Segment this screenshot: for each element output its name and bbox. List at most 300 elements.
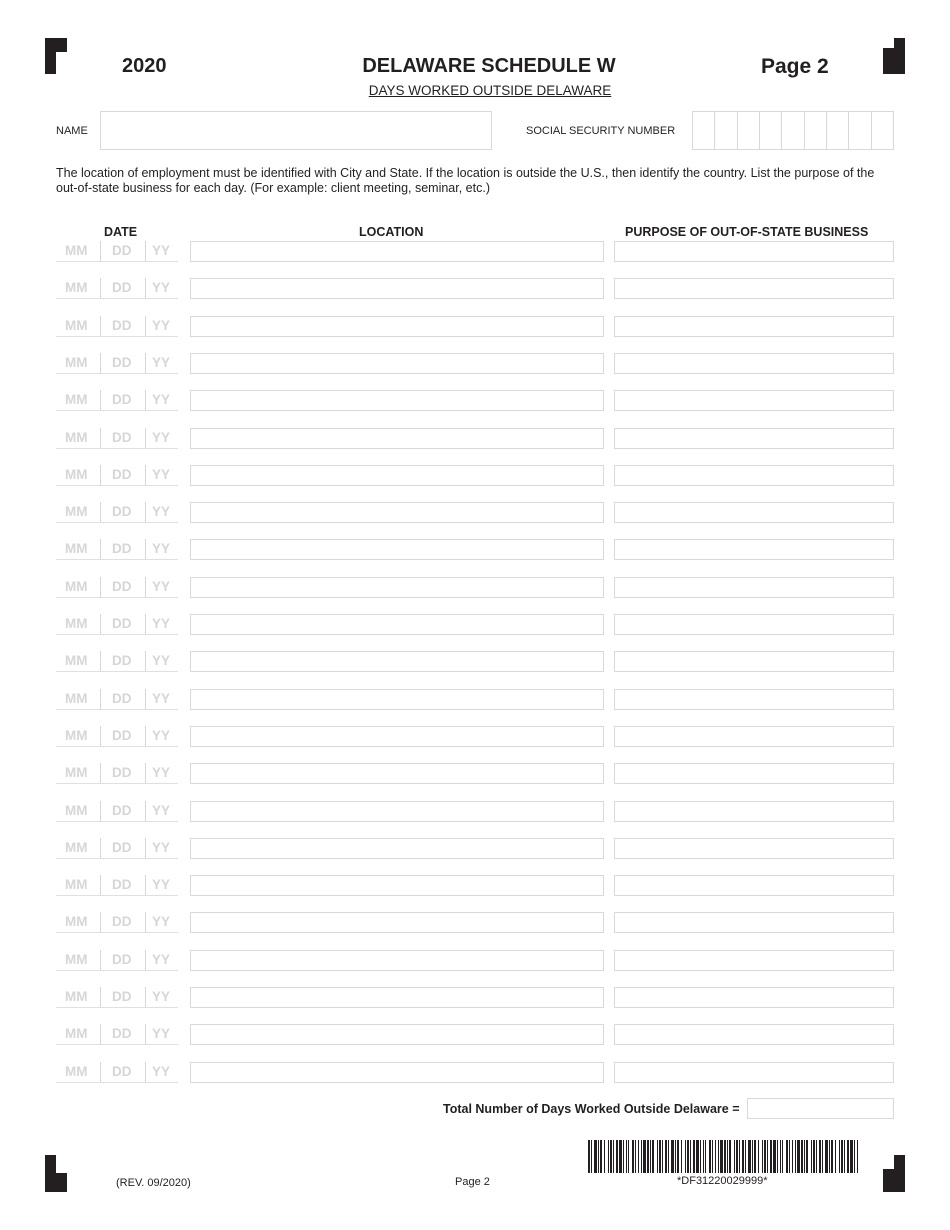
- name-label: NAME: [56, 125, 88, 137]
- location-field[interactable]: [190, 689, 604, 710]
- barcode-bar: [635, 1140, 636, 1173]
- date-separator: [145, 726, 146, 746]
- barcode-bar: [841, 1140, 843, 1173]
- date-month-placeholder: MM: [65, 989, 88, 1004]
- date-field[interactable]: [56, 838, 178, 859]
- entry-row: [0, 950, 950, 972]
- ssn-label: SOCIAL SECURITY NUMBER: [526, 125, 676, 137]
- purpose-field[interactable]: [614, 651, 894, 672]
- date-month-placeholder: MM: [65, 952, 88, 967]
- date-field[interactable]: [56, 428, 178, 449]
- footer-page-number: Page 2: [455, 1176, 490, 1188]
- date-year-placeholder: YY: [152, 541, 171, 556]
- ssn-digit-cell[interactable]: [827, 112, 849, 149]
- date-separator: [100, 278, 101, 298]
- barcode-bar: [762, 1140, 763, 1173]
- barcode-bar: [804, 1140, 805, 1173]
- date-separator: [100, 912, 101, 932]
- date-separator: [145, 502, 146, 522]
- entry-row: [0, 1062, 950, 1084]
- revision-label: (REV. 09/2020): [116, 1177, 191, 1189]
- entry-row: [0, 278, 950, 300]
- instructions-text: The location of employment must be identified with City and State. If the location is outside the U.S., then identify the country. List the purpose of the out-of-state business for each day. (For example: client meeting, seminar, etc.): [56, 166, 875, 195]
- barcode-bar: [742, 1140, 744, 1173]
- date-separator: [100, 1062, 101, 1082]
- date-year-placeholder: YY: [152, 803, 171, 818]
- date-year-placeholder: YY: [152, 765, 171, 780]
- barcode-bar: [795, 1140, 796, 1173]
- barcode-bar: [598, 1140, 599, 1173]
- date-field[interactable]: [56, 875, 178, 896]
- date-year-placeholder: YY: [152, 280, 171, 295]
- ssn-field[interactable]: [692, 111, 894, 150]
- barcode-bar: [591, 1140, 592, 1173]
- total-days-field[interactable]: [747, 1098, 894, 1119]
- barcode-bar: [687, 1140, 689, 1173]
- location-field[interactable]: [190, 838, 604, 859]
- date-month-placeholder: MM: [65, 691, 88, 706]
- purpose-field[interactable]: [614, 353, 894, 374]
- barcode-bar: [657, 1140, 658, 1173]
- purpose-field[interactable]: [614, 987, 894, 1008]
- purpose-field[interactable]: [614, 614, 894, 635]
- date-separator: [100, 539, 101, 559]
- date-separator: [145, 950, 146, 970]
- barcode-bar: [665, 1140, 667, 1173]
- barcode-bar: [600, 1140, 602, 1173]
- location-field[interactable]: [190, 763, 604, 784]
- date-day-placeholder: DD: [112, 840, 132, 855]
- registration-mark-cutout: [883, 38, 894, 48]
- date-separator: [145, 428, 146, 448]
- date-separator: [145, 539, 146, 559]
- date-year-placeholder: YY: [152, 392, 171, 407]
- date-separator: [145, 577, 146, 597]
- date-field[interactable]: [56, 726, 178, 747]
- barcode-bar: [712, 1140, 713, 1173]
- barcode-bar: [786, 1140, 788, 1173]
- purpose-field[interactable]: [614, 577, 894, 598]
- entry-row: [0, 465, 950, 487]
- entry-row: [0, 987, 950, 1009]
- date-separator: [145, 278, 146, 298]
- date-month-placeholder: MM: [65, 579, 88, 594]
- entry-row: [0, 726, 950, 748]
- date-month-placeholder: MM: [65, 430, 88, 445]
- location-field[interactable]: [190, 241, 604, 262]
- date-separator: [100, 502, 101, 522]
- location-field[interactable]: [190, 1062, 604, 1083]
- registration-mark-cutout: [56, 1155, 67, 1173]
- barcode-bar: [641, 1140, 642, 1173]
- date-year-placeholder: YY: [152, 653, 171, 668]
- barcode-bar: [662, 1140, 663, 1173]
- barcode-bar: [650, 1140, 651, 1173]
- date-separator: [100, 316, 101, 336]
- entry-row: [0, 801, 950, 823]
- date-month-placeholder: MM: [65, 504, 88, 519]
- location-field[interactable]: [190, 987, 604, 1008]
- date-month-placeholder: MM: [65, 1026, 88, 1041]
- date-year-placeholder: YY: [152, 952, 171, 967]
- date-separator: [145, 241, 146, 261]
- barcode-bar: [822, 1140, 823, 1173]
- date-field[interactable]: [56, 1024, 178, 1045]
- barcode-bar: [638, 1140, 639, 1173]
- purpose-column-header: PURPOSE OF OUT-OF-STATE BUSINESS: [625, 225, 869, 239]
- date-month-placeholder: MM: [65, 392, 88, 407]
- barcode-bar: [720, 1140, 723, 1173]
- barcode-bar: [748, 1140, 751, 1173]
- date-separator: [100, 838, 101, 858]
- location-field[interactable]: [190, 428, 604, 449]
- date-year-placeholder: YY: [152, 318, 171, 333]
- date-field[interactable]: [56, 614, 178, 635]
- date-column-header: DATE: [104, 225, 138, 239]
- date-separator: [145, 614, 146, 634]
- date-month-placeholder: MM: [65, 803, 88, 818]
- barcode-bar: [754, 1140, 756, 1173]
- location-field[interactable]: [190, 875, 604, 896]
- date-year-placeholder: YY: [152, 504, 171, 519]
- date-month-placeholder: MM: [65, 467, 88, 482]
- date-field[interactable]: [56, 241, 178, 262]
- date-separator: [100, 428, 101, 448]
- date-separator: [100, 241, 101, 261]
- date-day-placeholder: DD: [112, 579, 132, 594]
- date-separator: [145, 763, 146, 783]
- barcode-bar: [745, 1140, 746, 1173]
- location-field[interactable]: [190, 912, 604, 933]
- location-field[interactable]: [190, 539, 604, 560]
- barcode-bar: [780, 1140, 781, 1173]
- barcode-bar: [604, 1140, 605, 1173]
- date-year-placeholder: YY: [152, 430, 171, 445]
- date-day-placeholder: DD: [112, 728, 132, 743]
- barcode-bar: [677, 1140, 679, 1173]
- barcode-bar: [628, 1140, 629, 1173]
- location-field[interactable]: [190, 390, 604, 411]
- entry-row: [0, 316, 950, 338]
- barcode-bar: [613, 1140, 614, 1173]
- purpose-field[interactable]: [614, 316, 894, 337]
- date-field[interactable]: [56, 278, 178, 299]
- date-separator: [100, 353, 101, 373]
- barcode-bar: [847, 1140, 849, 1173]
- date-separator: [100, 987, 101, 1007]
- date-separator: [145, 1062, 146, 1082]
- date-month-placeholder: MM: [65, 765, 88, 780]
- date-separator: [145, 353, 146, 373]
- entry-row: [0, 428, 950, 450]
- barcode-bar: [752, 1140, 753, 1173]
- barcode-bar: [839, 1140, 840, 1173]
- barcode-bar: [729, 1140, 731, 1173]
- location-column-header: LOCATION: [359, 225, 424, 239]
- barcode-bar: [705, 1140, 706, 1173]
- barcode-bar: [659, 1140, 661, 1173]
- date-month-placeholder: MM: [65, 1064, 88, 1079]
- location-field[interactable]: [190, 651, 604, 672]
- date-field[interactable]: [56, 577, 178, 598]
- date-separator: [100, 726, 101, 746]
- location-field[interactable]: [190, 353, 604, 374]
- barcode-bar: [854, 1140, 855, 1173]
- location-field[interactable]: [190, 278, 604, 299]
- ssn-digit-cell[interactable]: [738, 112, 760, 149]
- date-day-placeholder: DD: [112, 280, 132, 295]
- date-field[interactable]: [56, 801, 178, 822]
- date-day-placeholder: DD: [112, 1026, 132, 1041]
- purpose-field[interactable]: [614, 278, 894, 299]
- barcode-bar: [811, 1140, 812, 1173]
- location-field[interactable]: [190, 614, 604, 635]
- barcode-bar: [835, 1140, 836, 1173]
- date-day-placeholder: DD: [112, 765, 132, 780]
- barcode-bar: [668, 1140, 669, 1173]
- ssn-digit-cell[interactable]: [872, 112, 893, 149]
- date-separator: [100, 614, 101, 634]
- date-field[interactable]: [56, 950, 178, 971]
- date-year-placeholder: YY: [152, 1064, 171, 1079]
- location-field[interactable]: [190, 801, 604, 822]
- barcode-bar: [675, 1140, 676, 1173]
- barcode-bar: [816, 1140, 817, 1173]
- date-day-placeholder: DD: [112, 989, 132, 1004]
- date-month-placeholder: MM: [65, 541, 88, 556]
- barcode-bar: [700, 1140, 701, 1173]
- barcode-bar: [616, 1140, 618, 1173]
- purpose-field[interactable]: [614, 726, 894, 747]
- date-year-placeholder: YY: [152, 355, 171, 370]
- date-month-placeholder: MM: [65, 914, 88, 929]
- date-day-placeholder: DD: [112, 691, 132, 706]
- date-month-placeholder: MM: [65, 653, 88, 668]
- barcode-image: [588, 1140, 858, 1173]
- date-month-placeholder: MM: [65, 616, 88, 631]
- barcode-bar: [647, 1140, 649, 1173]
- barcode-bar: [734, 1140, 735, 1173]
- date-month-placeholder: MM: [65, 877, 88, 892]
- date-field[interactable]: [56, 689, 178, 710]
- barcode-bar: [727, 1140, 728, 1173]
- ssn-digit-cell[interactable]: [782, 112, 804, 149]
- date-separator: [145, 912, 146, 932]
- date-separator: [145, 875, 146, 895]
- barcode-bar: [632, 1140, 634, 1173]
- barcode-bar: [652, 1140, 654, 1173]
- date-month-placeholder: MM: [65, 318, 88, 333]
- date-separator: [145, 987, 146, 1007]
- date-separator: [145, 316, 146, 336]
- date-separator: [145, 390, 146, 410]
- location-field[interactable]: [190, 502, 604, 523]
- date-field[interactable]: [56, 1062, 178, 1083]
- barcode-bar: [594, 1140, 597, 1173]
- date-day-placeholder: DD: [112, 392, 132, 407]
- date-day-placeholder: DD: [112, 430, 132, 445]
- barcode-bar: [764, 1140, 766, 1173]
- ssn-digit-cell[interactable]: [693, 112, 715, 149]
- date-separator: [100, 689, 101, 709]
- entry-row: [0, 390, 950, 412]
- barcode-bar: [588, 1140, 590, 1173]
- location-field[interactable]: [190, 465, 604, 486]
- entry-row: [0, 1024, 950, 1046]
- purpose-field[interactable]: [614, 241, 894, 262]
- location-field[interactable]: [190, 726, 604, 747]
- purpose-field[interactable]: [614, 390, 894, 411]
- total-days-label: Total Number of Days Worked Outside Delaware =: [443, 1102, 740, 1116]
- date-field[interactable]: [56, 987, 178, 1008]
- date-year-placeholder: YY: [152, 728, 171, 743]
- location-field[interactable]: [190, 950, 604, 971]
- date-field[interactable]: [56, 316, 178, 337]
- date-field[interactable]: [56, 912, 178, 933]
- date-year-placeholder: YY: [152, 1026, 171, 1041]
- date-year-placeholder: YY: [152, 691, 171, 706]
- date-month-placeholder: MM: [65, 728, 88, 743]
- date-month-placeholder: MM: [65, 840, 88, 855]
- date-separator: [100, 390, 101, 410]
- date-field[interactable]: [56, 539, 178, 560]
- barcode-bar: [850, 1140, 853, 1173]
- purpose-field[interactable]: [614, 428, 894, 449]
- barcode-bar: [792, 1140, 793, 1173]
- date-separator: [100, 651, 101, 671]
- date-day-placeholder: DD: [112, 504, 132, 519]
- purpose-field[interactable]: [614, 912, 894, 933]
- date-field[interactable]: [56, 763, 178, 784]
- barcode-bar: [626, 1140, 627, 1173]
- date-day-placeholder: DD: [112, 616, 132, 631]
- date-field[interactable]: [56, 465, 178, 486]
- purpose-field[interactable]: [614, 1062, 894, 1083]
- entry-row: [0, 502, 950, 524]
- barcode-bar: [685, 1140, 686, 1173]
- entry-row: [0, 539, 950, 561]
- page-number: Page 2: [761, 55, 829, 78]
- entry-row: [0, 577, 950, 599]
- date-day-placeholder: DD: [112, 243, 132, 258]
- entry-row: [0, 651, 950, 673]
- purpose-field[interactable]: [614, 1024, 894, 1045]
- date-day-placeholder: DD: [112, 653, 132, 668]
- purpose-field[interactable]: [614, 502, 894, 523]
- entry-row: [0, 353, 950, 375]
- date-separator: [100, 875, 101, 895]
- date-separator: [100, 950, 101, 970]
- barcode-bar: [681, 1140, 682, 1173]
- barcode-bar: [844, 1140, 845, 1173]
- purpose-field[interactable]: [614, 763, 894, 784]
- barcode-bar: [829, 1140, 830, 1173]
- date-separator: [145, 838, 146, 858]
- date-separator: [145, 801, 146, 821]
- name-field[interactable]: [100, 111, 492, 150]
- entry-row: [0, 875, 950, 897]
- barcode-text: *DF31220029999*: [677, 1175, 768, 1187]
- purpose-field[interactable]: [614, 689, 894, 710]
- date-day-placeholder: DD: [112, 952, 132, 967]
- purpose-field[interactable]: [614, 465, 894, 486]
- date-field[interactable]: [56, 353, 178, 374]
- ssn-digit-cell[interactable]: [715, 112, 737, 149]
- ssn-digit-cell[interactable]: [805, 112, 827, 149]
- barcode-bar: [797, 1140, 800, 1173]
- entry-row: [0, 614, 950, 636]
- purpose-field[interactable]: [614, 875, 894, 896]
- date-separator: [145, 465, 146, 485]
- barcode-bar: [619, 1140, 622, 1173]
- date-separator: [100, 577, 101, 597]
- barcode-bar: [671, 1140, 674, 1173]
- date-year-placeholder: YY: [152, 914, 171, 929]
- barcode-bar: [770, 1140, 772, 1173]
- barcode-bar: [831, 1140, 833, 1173]
- barcode-bar: [693, 1140, 695, 1173]
- date-day-placeholder: DD: [112, 914, 132, 929]
- location-field[interactable]: [190, 1024, 604, 1045]
- barcode-bar: [789, 1140, 790, 1173]
- purpose-field[interactable]: [614, 539, 894, 560]
- entry-row: [0, 838, 950, 860]
- ssn-digit-cell[interactable]: [760, 112, 782, 149]
- barcode-bar: [696, 1140, 699, 1173]
- date-day-placeholder: DD: [112, 318, 132, 333]
- date-day-placeholder: DD: [112, 355, 132, 370]
- location-field[interactable]: [190, 316, 604, 337]
- date-field[interactable]: [56, 502, 178, 523]
- entry-row: [0, 912, 950, 934]
- purpose-field[interactable]: [614, 801, 894, 822]
- barcode-bar: [718, 1140, 719, 1173]
- purpose-field[interactable]: [614, 838, 894, 859]
- date-separator: [100, 763, 101, 783]
- date-day-placeholder: DD: [112, 803, 132, 818]
- form-title: DELAWARE SCHEDULE W: [362, 55, 616, 77]
- ssn-digit-cell[interactable]: [849, 112, 871, 149]
- barcode-bar: [801, 1140, 803, 1173]
- barcode-bar: [736, 1140, 738, 1173]
- date-year-placeholder: YY: [152, 840, 171, 855]
- date-day-placeholder: DD: [112, 1064, 132, 1079]
- date-day-placeholder: DD: [112, 541, 132, 556]
- barcode-bar: [758, 1140, 759, 1173]
- form-subtitle: DAYS WORKED OUTSIDE DELAWARE: [368, 83, 612, 98]
- location-field[interactable]: [190, 577, 604, 598]
- barcode-bar: [715, 1140, 716, 1173]
- date-year-placeholder: YY: [152, 989, 171, 1004]
- barcode-bar: [608, 1140, 609, 1173]
- date-month-placeholder: MM: [65, 243, 88, 258]
- barcode-bar: [703, 1140, 704, 1173]
- barcode-bar: [806, 1140, 808, 1173]
- date-separator: [145, 689, 146, 709]
- date-year-placeholder: YY: [152, 579, 171, 594]
- barcode-bar: [709, 1140, 711, 1173]
- date-year-placeholder: YY: [152, 467, 171, 482]
- barcode-bar: [782, 1140, 783, 1173]
- barcode-bar: [623, 1140, 624, 1173]
- entry-row: [0, 241, 950, 263]
- purpose-field[interactable]: [614, 950, 894, 971]
- date-field[interactable]: [56, 390, 178, 411]
- date-field[interactable]: [56, 651, 178, 672]
- barcode-bar: [724, 1140, 726, 1173]
- date-day-placeholder: DD: [112, 467, 132, 482]
- barcode-bar: [777, 1140, 778, 1173]
